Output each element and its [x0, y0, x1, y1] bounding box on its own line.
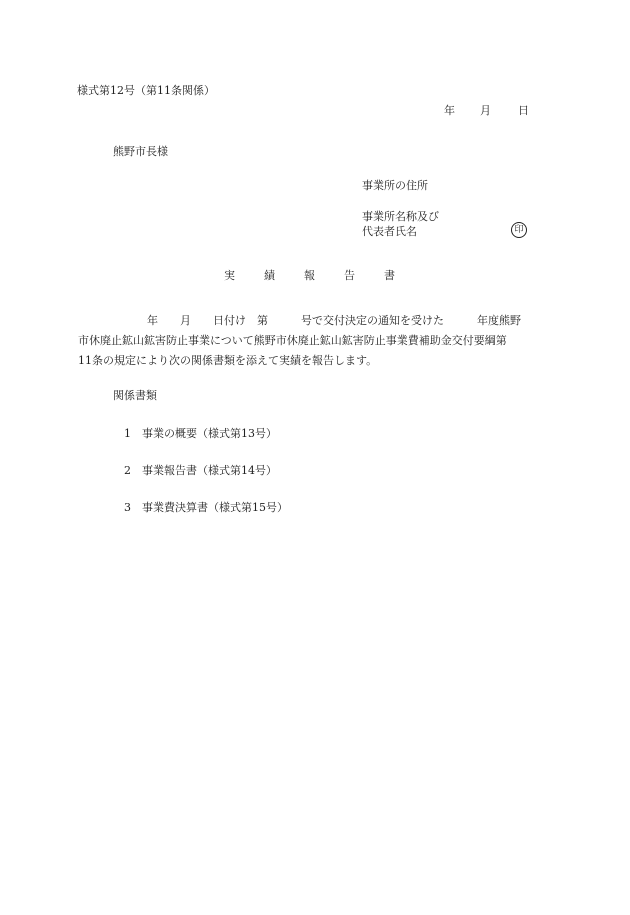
title-char: 書: [384, 269, 395, 282]
date-day: 日: [518, 104, 529, 117]
related-docs-heading: 関係書類: [113, 389, 157, 402]
title-char: 実: [224, 269, 235, 282]
date-year: 年: [444, 104, 455, 117]
doc-item-number: 3: [124, 501, 131, 514]
date-line: [444, 104, 529, 118]
addressee: 熊野市長様: [113, 145, 168, 158]
body-line-1: 年 月 日付け 第 号で交付決定の通知を受けた 年度熊野: [147, 314, 521, 327]
address-label: 事業所の住所: [362, 179, 428, 192]
name-label-line1: 事業所名称及び: [362, 210, 439, 223]
title-char: 績: [264, 269, 275, 282]
related-doc-item: [124, 427, 277, 441]
doc-item-number: 1: [124, 427, 131, 440]
doc-item-label: 事業の概要（様式第13号）: [142, 427, 277, 440]
document-title: [224, 269, 424, 283]
name-label-line2: 代表者氏名: [362, 225, 417, 238]
form-number: 様式第12号（第11条関係）: [77, 84, 215, 97]
title-char: 告: [344, 269, 355, 282]
body-paragraph: [78, 311, 550, 371]
doc-item-label: 事業費決算書（様式第15号）: [142, 501, 288, 514]
body-line-3: 11条の規定により次の関係書類を添えて実績を報告します。: [78, 354, 378, 367]
date-month: 月: [480, 104, 491, 117]
related-doc-item: [124, 501, 288, 515]
body-line-2: 市休廃止鉱山鉱害防止事業について熊野市休廃止鉱山鉱害防止事業費補助金交付要綱第: [78, 334, 507, 347]
seal-mark: 印: [511, 222, 527, 238]
doc-item-number: 2: [124, 464, 131, 477]
doc-item-label: 事業報告書（様式第14号）: [142, 464, 277, 477]
related-doc-item: [124, 464, 277, 478]
title-char: 報: [304, 269, 315, 282]
